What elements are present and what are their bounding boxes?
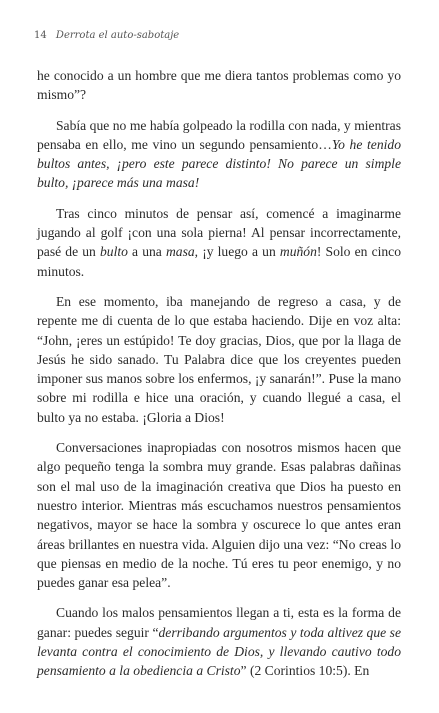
paragraph xyxy=(37,603,401,680)
body-text xyxy=(37,66,401,692)
italic-text: derribando argumentos y toda altivez que se levanta contra el conocimiento de Dios, y llevando cautivo todo pensamiento a la obediencia a Cristo xyxy=(37,624,401,679)
text-run: ” (2 Corintios 10:5). En xyxy=(240,663,370,679)
book-title: Derrota el auto-sabotaje xyxy=(55,30,180,41)
italic-text: bulto xyxy=(99,244,128,260)
paragraph xyxy=(37,438,401,592)
text-run: a una xyxy=(127,244,166,260)
paragraph xyxy=(37,204,401,281)
text-run: , ¡y luego a un xyxy=(194,244,280,260)
running-header xyxy=(34,30,179,41)
text-run: Conversaciones inapropiadas con nosotros mismos hacen que algo pequeño tenga la sombra muy grande. Esas palabras dañinas son el mal uso de la imaginación creativa que Dios ha puesto en nuestro interior. Mientras más escuchamos nuestros pensamientos negativos, mayor se hace la sombra y oscurece lo que antes eran áreas brillantes en nuestra vida. Alguien dijo una vez: “No creas lo que piensas en medio de la noche. Tú eres tu peor enemigo, y no puedes ganar esa pelea”. xyxy=(37,440,401,591)
text-run: Sabía que no me había golpeado la rodilla con nada, y mientras pensaba en ello, me vino un segundo pensamiento… xyxy=(37,117,401,152)
italic-text: Yo he tenido bultos antes, ¡pero este parece distinto! No parece un simple bulto, ¡parece más una masa! xyxy=(37,136,401,191)
text-run: Cuando los malos pensamientos llegan a ti, esta es la forma de ganar: puedes seguir “ xyxy=(37,605,401,640)
paragraph xyxy=(37,292,401,427)
italic-text: masa xyxy=(165,244,195,260)
text-run: ! Solo en cinco minutos. xyxy=(37,244,402,279)
page-number: 14 xyxy=(34,30,47,41)
text-run: he conocido a un hombre que me diera tantos problemas como yo mismo”? xyxy=(37,68,401,103)
paragraph xyxy=(37,116,401,193)
text-run: Tras cinco minutos de pensar así, comencé a imaginarme jugando al golf ¡con una sola pierna! Al pensar incorrectamente, pasé de un xyxy=(37,205,401,260)
text-run: En ese momento, iba manejando de regreso a casa, y de repente me di cuenta de lo que estaba haciendo. Dije en voz alta: “John, ¡eres un estúpido! Te doy gracias, Dios, que por la llaga de Jesús he sido sanado. Tu Palabra dice que los creyentes pueden imponer sus manos sobre los enfermos, ¡y sanarán!”. Puse la mano sobre mi rodilla e hice una oración, y cuando llegué a casa, el bulto ya no estaba. ¡Gloria a Dios! xyxy=(37,293,401,425)
paragraph xyxy=(37,66,401,105)
italic-text: muñón xyxy=(279,244,317,260)
